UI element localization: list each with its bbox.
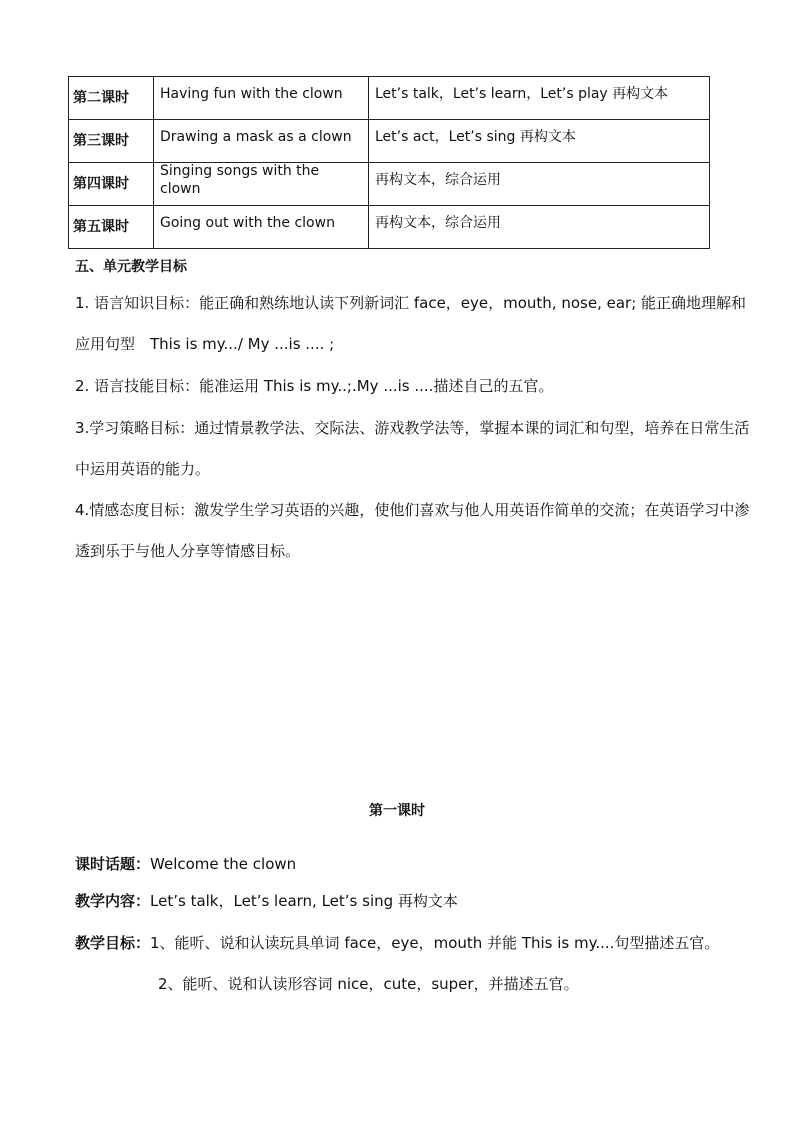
period-cell-text: 第三课时 <box>73 133 129 149</box>
objective-learning-strategy: 3.学习策略目标：通过情景教学法、交际法、游戏教学法等，掌握本课的词汇和句型，培养在日常生活中运用英语的能力。 <box>75 419 750 478</box>
content-cell <box>369 206 710 249</box>
content-cell-text: 再构文本，综合运用 <box>375 172 501 188</box>
topic-cell <box>154 163 369 206</box>
lesson-content-label: 教学内容： <box>75 892 151 910</box>
period-cell <box>69 77 154 120</box>
lesson-goal-2: 2、能听、说和认读形容词 nice，cute，super，并描述五官。 <box>158 975 579 993</box>
period-cell <box>69 206 154 249</box>
lesson-content-value: Let’s talk，Let’s learn, Let’s sing 再构文本 <box>150 892 458 910</box>
lesson-goal-row <box>75 932 719 954</box>
content-cell <box>369 163 710 206</box>
lesson-topic-row <box>75 853 296 875</box>
period-cell-text: 第二课时 <box>73 90 129 106</box>
table-row <box>69 77 710 120</box>
content-cell-text: Let’s talk，Let’s learn，Let’s play 再构文本 <box>375 86 669 102</box>
topic-cell-text: Going out with the clown <box>160 215 335 231</box>
objective-language-knowledge: 1. 语言知识目标：能正确和熟练地认读下列新词汇 face，eye，mouth, nose, ear; 能正确地理解和应用句型 This is my.../ My ...is .... ; <box>75 294 747 353</box>
content-cell-text: Let’s act，Let’s sing 再构文本 <box>375 129 576 145</box>
topic-cell-text: Singing songs with the clown <box>160 163 320 197</box>
lesson-schedule-table <box>68 76 710 249</box>
lesson-content-row <box>75 890 458 912</box>
content-cell-text: 再构文本，综合运用 <box>375 215 501 231</box>
content-cell <box>369 77 710 120</box>
topic-cell-text: Having fun with the clown <box>160 86 343 102</box>
lesson-one-title: 第一课时 <box>369 803 425 819</box>
lesson-topic-value: Welcome the clown <box>150 855 297 873</box>
lesson-goal-1: 1、能听、说和认读玩具单词 face，eye，mouth 并能 This is my....句型描述五官。 <box>150 934 720 952</box>
table-row <box>69 163 710 206</box>
table-row <box>69 206 710 249</box>
topic-cell <box>154 120 369 163</box>
topic-cell <box>154 206 369 249</box>
section-heading-objectives: 五、单元教学目标 <box>75 259 187 275</box>
objective-emotion-attitude: 4.情感态度目标：激发学生学习英语的兴趣，使他们喜欢与他人用英语作简单的交流；在英语学习中渗透到乐于与他人分享等情感目标。 <box>75 501 750 560</box>
content-cell <box>369 120 710 163</box>
objective-language-skill: 2. 语言技能目标：能准运用 This is my..;.My ...is ....描述自己的五官。 <box>75 377 554 395</box>
period-cell-text: 第四课时 <box>73 176 129 192</box>
topic-cell-text: Drawing a mask as a clown <box>160 129 352 145</box>
lesson-goal-label: 教学目标： <box>75 934 151 952</box>
period-cell <box>69 163 154 206</box>
period-cell <box>69 120 154 163</box>
table-row <box>69 120 710 163</box>
topic-cell <box>154 77 369 120</box>
period-cell-text: 第五课时 <box>73 219 129 235</box>
lesson-topic-label: 课时话题： <box>75 855 151 873</box>
